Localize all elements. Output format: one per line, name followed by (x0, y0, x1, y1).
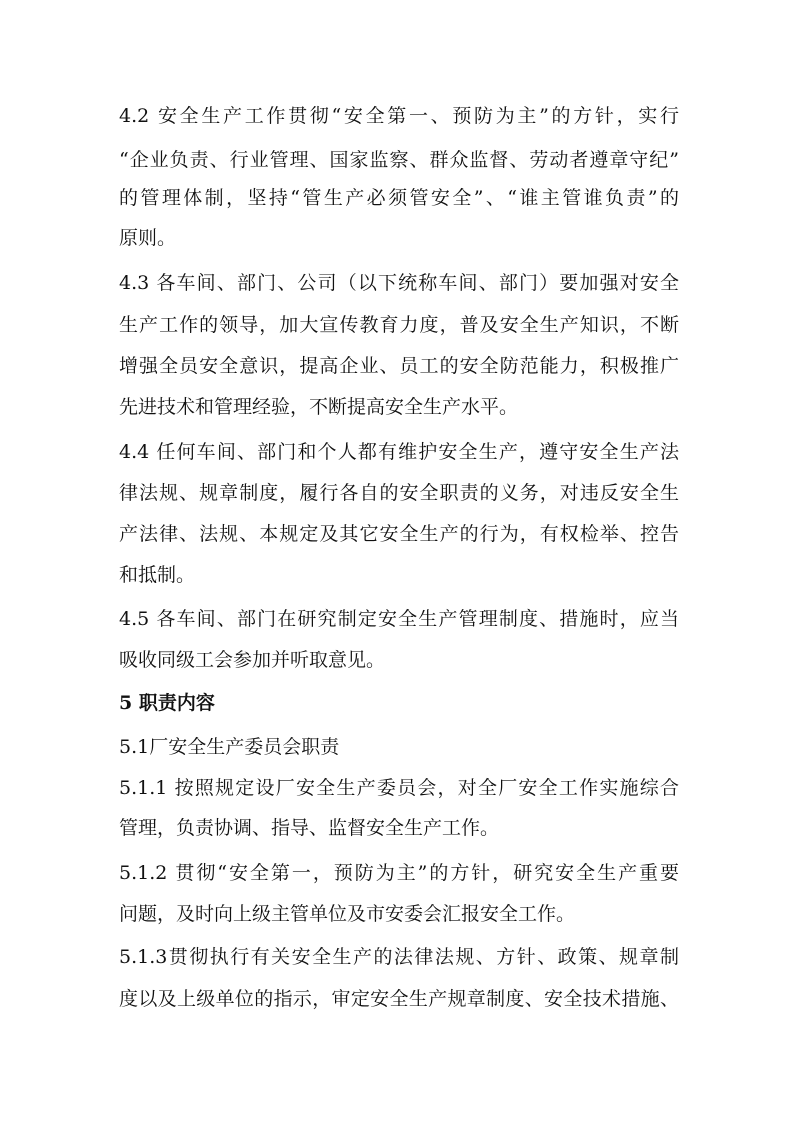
section-5-1-heading: 5.1厂安全生产委员会职责 (119, 736, 340, 758)
section-5-heading: 5 职责内容 (119, 692, 215, 714)
clause-4-2-line-2: “企业负责、行业管理、国家监察、群众监督、劳动者遵章守纪” (119, 149, 679, 171)
clause-4-5-line-1: 4.5 各车间、部门在研究制定安全生产管理制度、措施时，应当 (119, 608, 679, 630)
clause-4-5-line-2: 吸收同级工会参加并听取意见。 (119, 649, 386, 671)
clause-5-1-3-line-2: 度以及上级单位的指示，审定安全生产规章制度、安全技术措施、 (119, 988, 679, 1010)
clause-4-2-line-1: 4.2 安全生产工作贯彻“安全第一、预防为主”的方针，实行 (119, 105, 679, 127)
clause-4-2-line-4: 原则。 (119, 227, 177, 249)
clause-5-1-2-line-1: 5.1.2 贯彻“安全第一，预防为主”的方针，研究安全生产重要 (119, 862, 679, 884)
clause-5-1-2-line-2: 问题，及时向上级主管单位及市安委会汇报安全工作。 (119, 903, 576, 925)
clause-4-3-line-1: 4.3 各车间、部门、公司（以下统称车间、部门）要加强对安全 (119, 272, 679, 294)
clause-4-4-line-4: 和抵制。 (119, 564, 196, 586)
clause-4-4-line-3: 产法律、法规、本规定及其它安全生产的行为，有权检举、控告 (119, 523, 679, 545)
clause-5-1-1-line-2: 管理，负责协调、指导、监督安全生产工作。 (119, 817, 500, 839)
clause-4-4-line-2: 律法规、规章制度，履行各自的安全职责的义务，对违反安全生 (119, 482, 679, 504)
clause-4-3-line-4: 先进技术和管理经验，不断提高安全生产水平。 (119, 396, 519, 418)
clause-4-4-line-1: 4.4 任何车间、部门和个人都有维护安全生产，遵守安全生产法 (119, 441, 679, 463)
clause-4-3-line-2: 生产工作的领导，加大宣传教育力度，普及安全生产知识，不断 (119, 314, 679, 336)
clause-5-1-3-line-1: 5.1.3贯彻执行有关安全生产的法律法规、方针、政策、规章制 (119, 946, 679, 968)
clause-4-2-line-3: 的管理体制，坚持“管生产必须管安全”、“谁主管谁负责”的 (119, 187, 679, 209)
clause-5-1-1-line-1: 5.1.1 按照规定设厂安全生产委员会，对全厂安全工作实施综合 (119, 777, 679, 799)
clause-4-3-line-3: 增强全员安全意识，提高企业、员工的安全防范能力，积极推广 (119, 355, 679, 377)
